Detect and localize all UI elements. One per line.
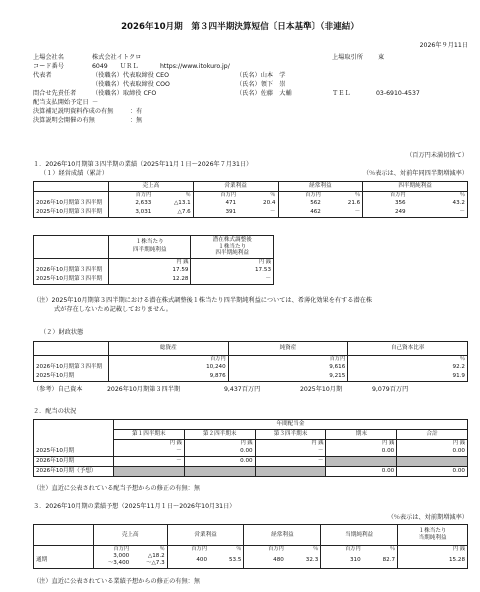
unit-cell: 百万円 [193,192,238,200]
briefing-label: 決算説明会開催の有無 [33,117,95,124]
sub1-title: （１）経営成績（累計） [40,170,109,177]
dividend-date-value: － [92,99,99,106]
eps-header-2b: １株当たり [218,243,247,250]
cell: － [238,208,278,218]
equity-note-value1: 9,437百万円 [224,386,261,393]
cell [184,467,255,477]
tel-value: 03-6910-4537 [376,90,420,97]
cell: 310 [321,553,363,568]
forecast-note: （注）直近に公表されている業績予想からの修正の有無：無 [33,578,201,585]
table-row [34,199,468,208]
row-label: 2026年10月期 [34,457,114,467]
cell: － [408,208,468,218]
cell: 2,633 [108,199,153,208]
cell: 562 [278,199,323,208]
row-label: 2025年10月期第３四半期 [34,208,109,218]
unit-cell: ％ [153,192,193,200]
sub2-title: （２）財政状態 [40,329,84,336]
cell: 3,031 [108,208,153,218]
cell: 43.2 [408,199,468,208]
unit-cell: ％ [348,356,468,364]
cell: 0.00 [397,447,468,457]
unit-cell: 百万円 [321,546,363,554]
forecast-sales-high: ～3,400 [107,560,130,567]
results-header-ordinary: 経常利益 [278,182,363,192]
unit-cell: 円 銭 [191,259,274,267]
section3-title: ３．2026年10月期の業績予想（2025年11月１日～2026年10月31日） [33,503,236,510]
table-row [34,467,468,477]
cell: 0.00 [184,447,255,457]
supplementary-value: ：有 [130,108,143,115]
unit-cell: 百万円 [108,356,228,364]
cell: 15.28 [398,553,468,568]
representative-label: 代表者 [33,72,52,79]
cell: － [113,447,184,457]
unit-cell: ％ [363,546,398,554]
row-label: 2025年10月期第３四半期 [34,275,109,285]
cell: 0.00 [184,457,255,467]
unit-cell: ％ [323,192,363,200]
cell: 400 [167,553,209,568]
row-label: 2026年10月期（予想） [34,467,114,477]
unit-cell: 百万円 [278,192,323,200]
unit-cell: ％ [131,546,167,554]
cell: 12.28 [108,275,190,285]
cell: 82.7 [363,553,398,568]
unit-cell: 円 銭 [326,440,397,448]
page-title: 2026年10月期 第３四半期決算短信〔日本基準〕（非連結） [121,22,359,32]
cell: 53.5 [209,553,244,568]
cell: 0.00 [397,467,468,477]
results-header-operating: 営業利益 [193,182,278,192]
unit-cell: 円 銭 [184,440,255,448]
financial-table [33,341,468,382]
dividend-note: （注）直近に公表されている配当予想からの修正の有無：無 [33,485,201,492]
forecast-table [33,524,468,569]
exchange-label: 上場取引所 [332,54,363,61]
cell: 21.6 [323,199,363,208]
table-row [34,208,468,218]
rep2-role: （役職名）代表取締役 COO [92,81,170,88]
sub1-note: （％表示は、対前年同四半期増減率） [362,170,468,177]
cell: 0.00 [326,467,397,477]
forecast-sales-pct-low: △18.2 [147,553,165,559]
forecast-header-ordinary: 経常利益 [244,525,321,546]
rep2-name: （氏名）領下 崇 [236,81,286,88]
cell [255,467,326,477]
unit-cell: 円 銭 [398,546,468,554]
section3-note: （％表示は、対前期増減率） [387,514,468,521]
equity-note-period2: 2025年10月期 [300,386,343,393]
cell: 391 [193,208,238,218]
table-row [34,363,468,372]
unit-cell: 百万円 [244,546,286,554]
cell: － [191,275,274,285]
code-label: コード番号 [33,63,64,70]
cell: 9,215 [228,372,348,382]
row-label: 2025年10月期 [34,447,114,457]
eps-table [33,235,274,285]
unit-cell: 百万円 [167,546,209,554]
results-table [33,181,468,218]
row-label: 2025年10月期 [34,372,109,382]
table-row [34,457,468,467]
cell: △13.1 [153,199,193,208]
eps-header-2: 潜在株式調整後 [212,236,252,243]
contact-role: （役職名）取締役 CFO [92,90,157,97]
section1-title: １．2026年10月期第３四半期の業績（2025年11月１日～2026年７月31日） [33,161,253,168]
table-row [34,372,468,382]
financial-header-ratio: 自己資本比率 [348,342,468,356]
table-row [34,266,274,275]
cell: 17.59 [108,266,190,275]
cell: 471 [193,199,238,208]
dividends-header-yearend: 期末 [326,430,397,440]
cell: △7.6 [153,208,193,218]
briefing-value: ：無 [130,117,143,124]
financial-header-net: 純資産 [228,342,348,356]
unit-cell: ％ [238,192,278,200]
dividend-date-label: 配当支払開始予定日 [33,99,89,106]
table-row [34,553,468,568]
cell: 9,616 [228,363,348,372]
rep1-name: （氏名）山本 学 [236,72,286,79]
forecast-header-eps-a: １株当たり [418,527,447,534]
unit-cell: 百万円 [363,192,408,200]
supplementary-label: 決算補足説明資料作成の有無 [33,108,114,115]
unit-note: （百万円未満切捨て） [406,152,468,159]
forecast-header-eps-b: 当期純利益 [418,535,447,541]
unit-cell: 百万円 [108,192,153,200]
rep1-role: （役職名）代表取締役 CEO [92,72,169,79]
equity-note-label: （参考）自己資本 [33,386,83,393]
row-label: 2026年10月期第３四半期 [34,266,109,275]
equity-note-value2: 9,079百万円 [372,386,409,393]
results-header-sales: 売上高 [108,182,193,192]
unit-cell: 円 銭 [113,440,184,448]
cell: 249 [363,208,408,218]
company-label: 上場会社名 [33,54,64,61]
dividends-header-q2: 第２四半期末 [184,430,255,440]
row-label: 2026年10月期第３四半期 [34,363,109,372]
cell: 356 [363,199,408,208]
cell: － [323,208,363,218]
cell: 10,240 [108,363,228,372]
forecast-header-sales: 売上高 [93,525,167,546]
table-row [34,275,274,285]
section2-title: ２．配当の状況 [33,408,77,415]
cell: － [255,447,326,457]
report-date: 2026年９月11日 [419,42,468,49]
cell: － [255,457,326,467]
contact-name: （氏名）佐藤 大輔 [236,90,292,97]
unit-cell: 百万円 [93,546,131,554]
unit-cell: ％ [286,546,321,554]
row-label: 通期 [34,553,94,568]
cell [397,457,468,467]
unit-cell: ％ [209,546,244,554]
dividends-table [33,419,468,477]
unit-cell: 円 銭 [108,259,190,267]
cell: 91.9 [348,372,468,382]
row-label: 2026年10月期第３四半期 [34,199,109,208]
dividends-group-header: 年間配当金 [113,420,467,430]
eps-header-2c: 四半期純利益 [215,250,249,257]
equity-note-period1: 2026年10月期第３四半期 [107,386,181,393]
cell [326,457,397,467]
cell: 0.00 [326,447,397,457]
cell: 32.3 [286,553,321,568]
cell: 20.4 [238,199,278,208]
cell: 92.2 [348,363,468,372]
table-row [34,447,468,457]
cell: 462 [278,208,323,218]
dividends-header-q1: 第１四半期末 [113,430,184,440]
eps-note-line1: （注）2025年10月期第３四半期における潜在株式調整後１株当たり四半期純利益については、希薄化効果を有する潜在株 [33,297,373,304]
forecast-sales-low: 3,000 [113,553,130,559]
eps-note-line2: 式が存在しないため記載しておりません。 [54,306,172,313]
cell: 9,876 [108,372,228,382]
eps-header-1b: 四半期純利益 [132,247,167,253]
forecast-header-net: 当期純利益 [321,525,398,546]
dividends-header-total: 合計 [397,430,468,440]
cell: 17.53 [191,266,274,275]
unit-cell: 円 銭 [397,440,468,448]
unit-cell: ％ [408,192,468,200]
unit-cell: 円 銭 [255,440,326,448]
unit-cell: 百万円 [228,356,348,364]
results-header-net: 四半期純利益 [363,182,468,192]
company-value: 株式会社イトクロ [92,54,142,61]
cell: － [113,457,184,467]
financial-header-assets: 総資産 [108,342,228,356]
contact-label: 問合せ先責任者 [33,90,77,97]
forecast-header-operating: 営業利益 [167,525,244,546]
url-label: ＵＲＬ [120,63,139,70]
code-value: 6049 [92,63,108,70]
cell [113,467,184,477]
dividends-header-q3: 第３四半期末 [255,430,326,440]
url-link[interactable]: https://www.itokuro.jp/ [160,63,230,70]
eps-header-1: １株当たり [135,239,164,246]
tel-label: ＴＥＬ [332,90,351,97]
forecast-sales-pct-high: ～△7.3 [145,560,165,567]
exchange-value: 東 [378,54,385,61]
cell: 480 [244,553,286,568]
